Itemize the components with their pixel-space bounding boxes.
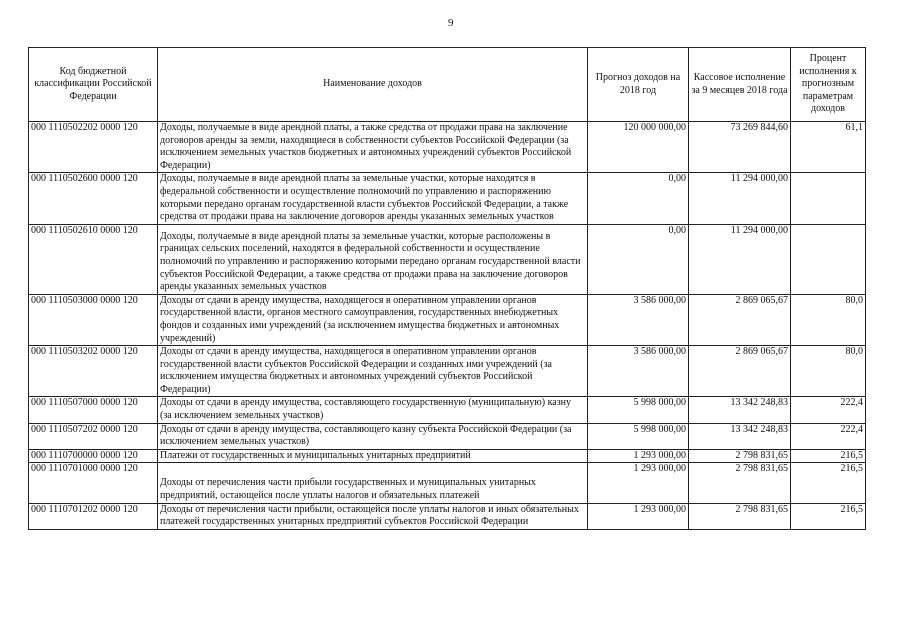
row-code: 000 1110502600 0000 120: [29, 173, 158, 224]
row-name: Доходы от сдачи в аренду имущества, находящегося в оперативном управлении органов государственной власти субъектов Российской Федерации и созданных ими учреждений (за исключением имущества бюджетных и автономных учреждений субъектов Российской Федерации): [160, 346, 552, 395]
row-executed: 13 342 248,83: [689, 397, 791, 423]
row-executed: 11 294 000,00: [689, 173, 791, 224]
row-percent: 216,5: [791, 463, 866, 503]
row-forecast: 1 293 000,00: [588, 503, 689, 529]
row-executed: 2 798 831,65: [689, 463, 791, 503]
row-executed: 73 269 844,60: [689, 122, 791, 173]
row-forecast: 3 586 000,00: [588, 294, 689, 345]
row-name: Доходы от сдачи в аренду имущества, находящегося в оперативном управлении органов государственной власти, органов местного самоуправления, государственных внебюджетных фондов и созданных ими учреждений (за исключением имущества бюджетных и автономных учреждений): [160, 294, 560, 344]
header-code: Код бюджетной классификации Российской Федерации: [29, 48, 158, 122]
table-row: [29, 122, 866, 173]
row-percent: [791, 224, 866, 294]
row-code: 000 1110503000 0000 120: [29, 294, 158, 345]
table-row: [29, 224, 866, 294]
table-row: [29, 346, 866, 397]
table-row: [29, 503, 866, 529]
row-forecast: 1 293 000,00: [588, 449, 689, 463]
row-executed: 2 798 831,65: [689, 449, 791, 463]
row-code: 000 1110700000 0000 120: [29, 449, 158, 463]
table-row: [29, 173, 866, 224]
row-name: Платежи от государственных и муниципальных унитарных предприятий: [160, 449, 471, 461]
row-name: Доходы от сдачи в аренду имущества, составляющего казну субъекта Российской Федерации (за исключением земельных участков): [160, 423, 572, 448]
row-executed: 11 294 000,00: [689, 224, 791, 294]
header-name: Наименование доходов: [158, 48, 588, 122]
row-code: 000 1110507000 0000 120: [29, 397, 158, 423]
row-percent: 222,4: [791, 397, 866, 423]
table-row: [29, 423, 866, 449]
row-forecast: 0,00: [588, 224, 689, 294]
row-percent: 222,4: [791, 423, 866, 449]
page-number: 9: [448, 17, 454, 29]
table-row: [29, 463, 866, 503]
table-row: [29, 397, 866, 423]
row-name: Доходы от сдачи в аренду имущества, составляющего государственную (муниципальную) казну (за исключением земельных участков): [160, 397, 572, 422]
row-forecast: 1 293 000,00: [588, 463, 689, 503]
row-code: 000 1110502202 0000 120: [29, 122, 158, 173]
row-name: Доходы, получаемые в виде арендной платы за земельные участки, которые расположены в границах сельских поселений, находятся в федеральной собственности и осуществление полномочий по управлению и распоряжению которыми передано органам государственной власти субъектов Российской Федерации, а также средства от продажи права на заключение договоров аренды указанных земельных участков: [160, 230, 581, 293]
row-name: Доходы от перечисления части прибыли государственных и муниципальных унитарных предприятий, остающейся после уплаты налогов и обязательных платежей: [160, 477, 536, 502]
row-code: 000 1110502610 0000 120: [29, 224, 158, 294]
row-percent: 61,1: [791, 122, 866, 173]
row-forecast: 0,00: [588, 173, 689, 224]
header-percent: Процент исполнения к прогнозным параметрам доходов: [791, 48, 866, 122]
row-percent: [791, 173, 866, 224]
row-percent: 216,5: [791, 503, 866, 529]
table-row: [29, 294, 866, 345]
row-code: 000 1110503202 0000 120: [29, 346, 158, 397]
row-name: Доходы, получаемые в виде арендной платы за земельные участки, которые находятся в федеральной собственности и осуществление полномочий по управлению и распоряжению которыми передано органам государственной власти субъектов Российской Федерации, а также средства от продажи права на заключение договоров аренды указанных земельных участков: [160, 173, 569, 223]
row-executed: 13 342 248,83: [689, 423, 791, 449]
header-forecast: Прогноз доходов на 2018 год: [588, 48, 689, 122]
table-header-row: [29, 48, 866, 122]
row-code: 000 1110701000 0000 120: [29, 463, 158, 503]
row-code: 000 1110507202 0000 120: [29, 423, 158, 449]
row-executed: 2 798 831,65: [689, 503, 791, 529]
row-executed: 2 869 065,67: [689, 294, 791, 345]
row-percent: 216,5: [791, 449, 866, 463]
table-row: [29, 449, 866, 463]
row-code: 000 1110701202 0000 120: [29, 503, 158, 529]
row-percent: 80,0: [791, 346, 866, 397]
row-executed: 2 869 065,67: [689, 346, 791, 397]
header-executed: Кассовое исполнение за 9 месяцев 2018 года: [689, 48, 791, 122]
row-forecast: 3 586 000,00: [588, 346, 689, 397]
row-forecast: 5 998 000,00: [588, 397, 689, 423]
row-name: Доходы от перечисления части прибыли, остающейся после уплаты налогов и иных обязательных платежей государственных унитарных предприятий субъектов Российской Федерации: [160, 503, 579, 528]
row-forecast: 120 000 000,00: [588, 122, 689, 173]
revenue-table: [28, 47, 866, 530]
row-name: Доходы, получаемые в виде арендной платы, а также средства от продажи права на заключение договоров аренды за земли, находящиеся в собственности субъектов Российской Федерации (за исключением земельных участков бюджетных и автономных учреждений субъектов Российской Федерации): [160, 122, 572, 171]
row-percent: 80,0: [791, 294, 866, 345]
row-forecast: 5 998 000,00: [588, 423, 689, 449]
